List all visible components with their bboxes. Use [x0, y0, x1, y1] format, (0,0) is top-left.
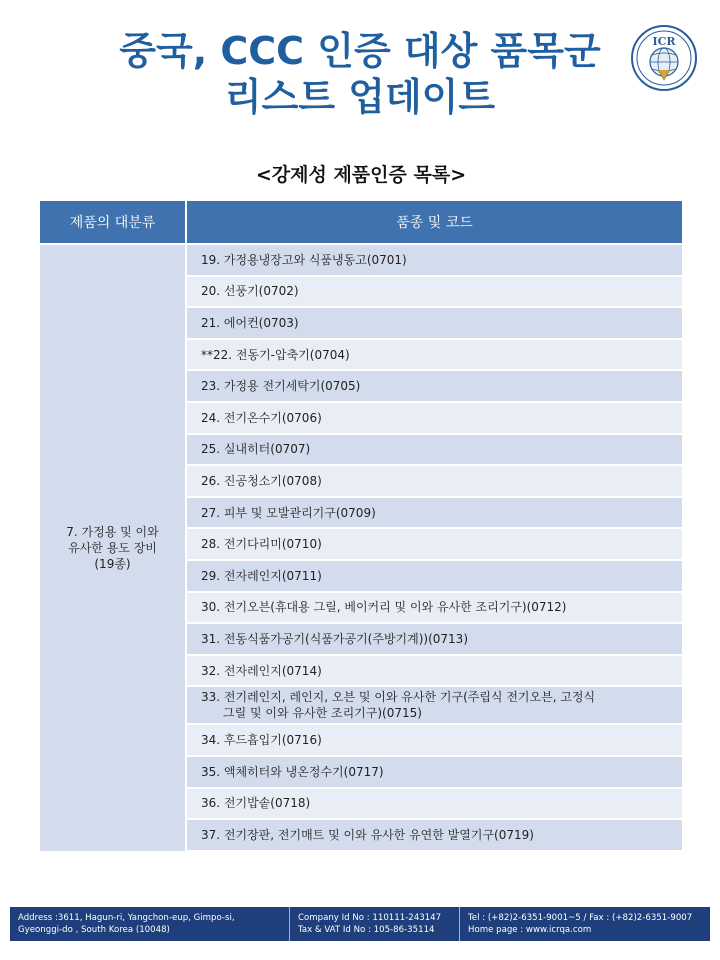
item-cell: 34. 후드흡입기(0716)	[186, 724, 682, 756]
item-cell	[186, 686, 682, 724]
item-cell: 23. 가정용 전기세탁기(0705)	[186, 370, 682, 402]
footer-address-line2: Gyeonggi-do , South Korea (10048)	[18, 925, 170, 935]
footer-ids	[290, 907, 460, 941]
item-cell: 24. 전기온수기(0706)	[186, 402, 682, 434]
footer-homepage[interactable]: Home page : www.icrqa.com	[468, 925, 592, 935]
item-cell: 32. 전자레인지(0714)	[186, 655, 682, 687]
item-cell: 19. 가정용냉장고와 식품냉동고(0701)	[186, 244, 682, 276]
item-cell: 36. 전기밥솥(0718)	[186, 788, 682, 820]
header-items: 품종 및 코드	[186, 201, 682, 244]
page-title-line1: 중국, CCC 인증 대상 품목군	[119, 29, 601, 73]
item-33-line2: 그릴 및 이와 유사한 조리기구)(0715)	[223, 706, 422, 721]
item-cell: 28. 전기다리미(0710)	[186, 528, 682, 560]
item-cell: 29. 전자레인지(0711)	[186, 560, 682, 592]
category-line1: 7. 가정용 및 이와	[66, 524, 159, 539]
item-33-line1: 33. 전기레인지, 레인지, 오븐 및 이와 유사한 기구(주립식 전기오븐, 고정식	[201, 690, 596, 705]
table-header-row	[40, 201, 682, 244]
category-line3: (19종)	[94, 556, 131, 571]
item-cell: **22. 전동기-압축기(0704)	[186, 339, 682, 371]
item-cell: 27. 피부 및 모발관리기구(0709)	[186, 497, 682, 529]
item-cell: 25. 실내히터(0707)	[186, 434, 682, 466]
item-cell: 21. 에어컨(0703)	[186, 307, 682, 339]
list-subtitle: <강제성 제품인증 목록>	[255, 164, 467, 186]
table-row	[40, 244, 682, 276]
item-cell: 26. 진공청소기(0708)	[186, 465, 682, 497]
footer-tel: Tel : (+82)2-6351-9001~5 / Fax : (+82)2-6351-9007	[468, 913, 693, 923]
category-cell	[40, 244, 186, 851]
item-cell: 35. 액체히터와 냉온정수기(0717)	[186, 756, 682, 788]
category-line2: 유사한 용도 장비	[68, 540, 157, 555]
page-title	[60, 28, 660, 120]
footer-tax-id: Tax & VAT Id No : 105-86-35114	[298, 925, 435, 935]
item-cell: 30. 전기오븐(휴대용 그릴, 베이커리 및 이와 유사한 조리기구)(0712)	[186, 592, 682, 624]
page-footer	[10, 907, 710, 941]
page-title-line2: 리스트 업데이트	[224, 75, 496, 119]
footer-company-id: Company Id No : 110111-243147	[298, 913, 442, 923]
item-cell: 20. 선풍기(0702)	[186, 276, 682, 308]
header-category: 제품의 대분류	[40, 201, 186, 244]
item-cell: 31. 전동식품가공기(식품가공기(주방기계))(0713)	[186, 623, 682, 655]
footer-address-line1: Address :3611, Hagun-ri, Yangchon-eup, Gimpo-si,	[18, 913, 235, 923]
icr-globe-seal-icon	[630, 24, 698, 92]
footer-contact	[460, 907, 710, 941]
footer-address	[10, 907, 290, 941]
logo-text: ICR	[652, 35, 676, 48]
product-category-table	[40, 201, 682, 852]
item-cell: 37. 전기장판, 전기매트 및 이와 유사한 유연한 발열기구(0719)	[186, 819, 682, 851]
